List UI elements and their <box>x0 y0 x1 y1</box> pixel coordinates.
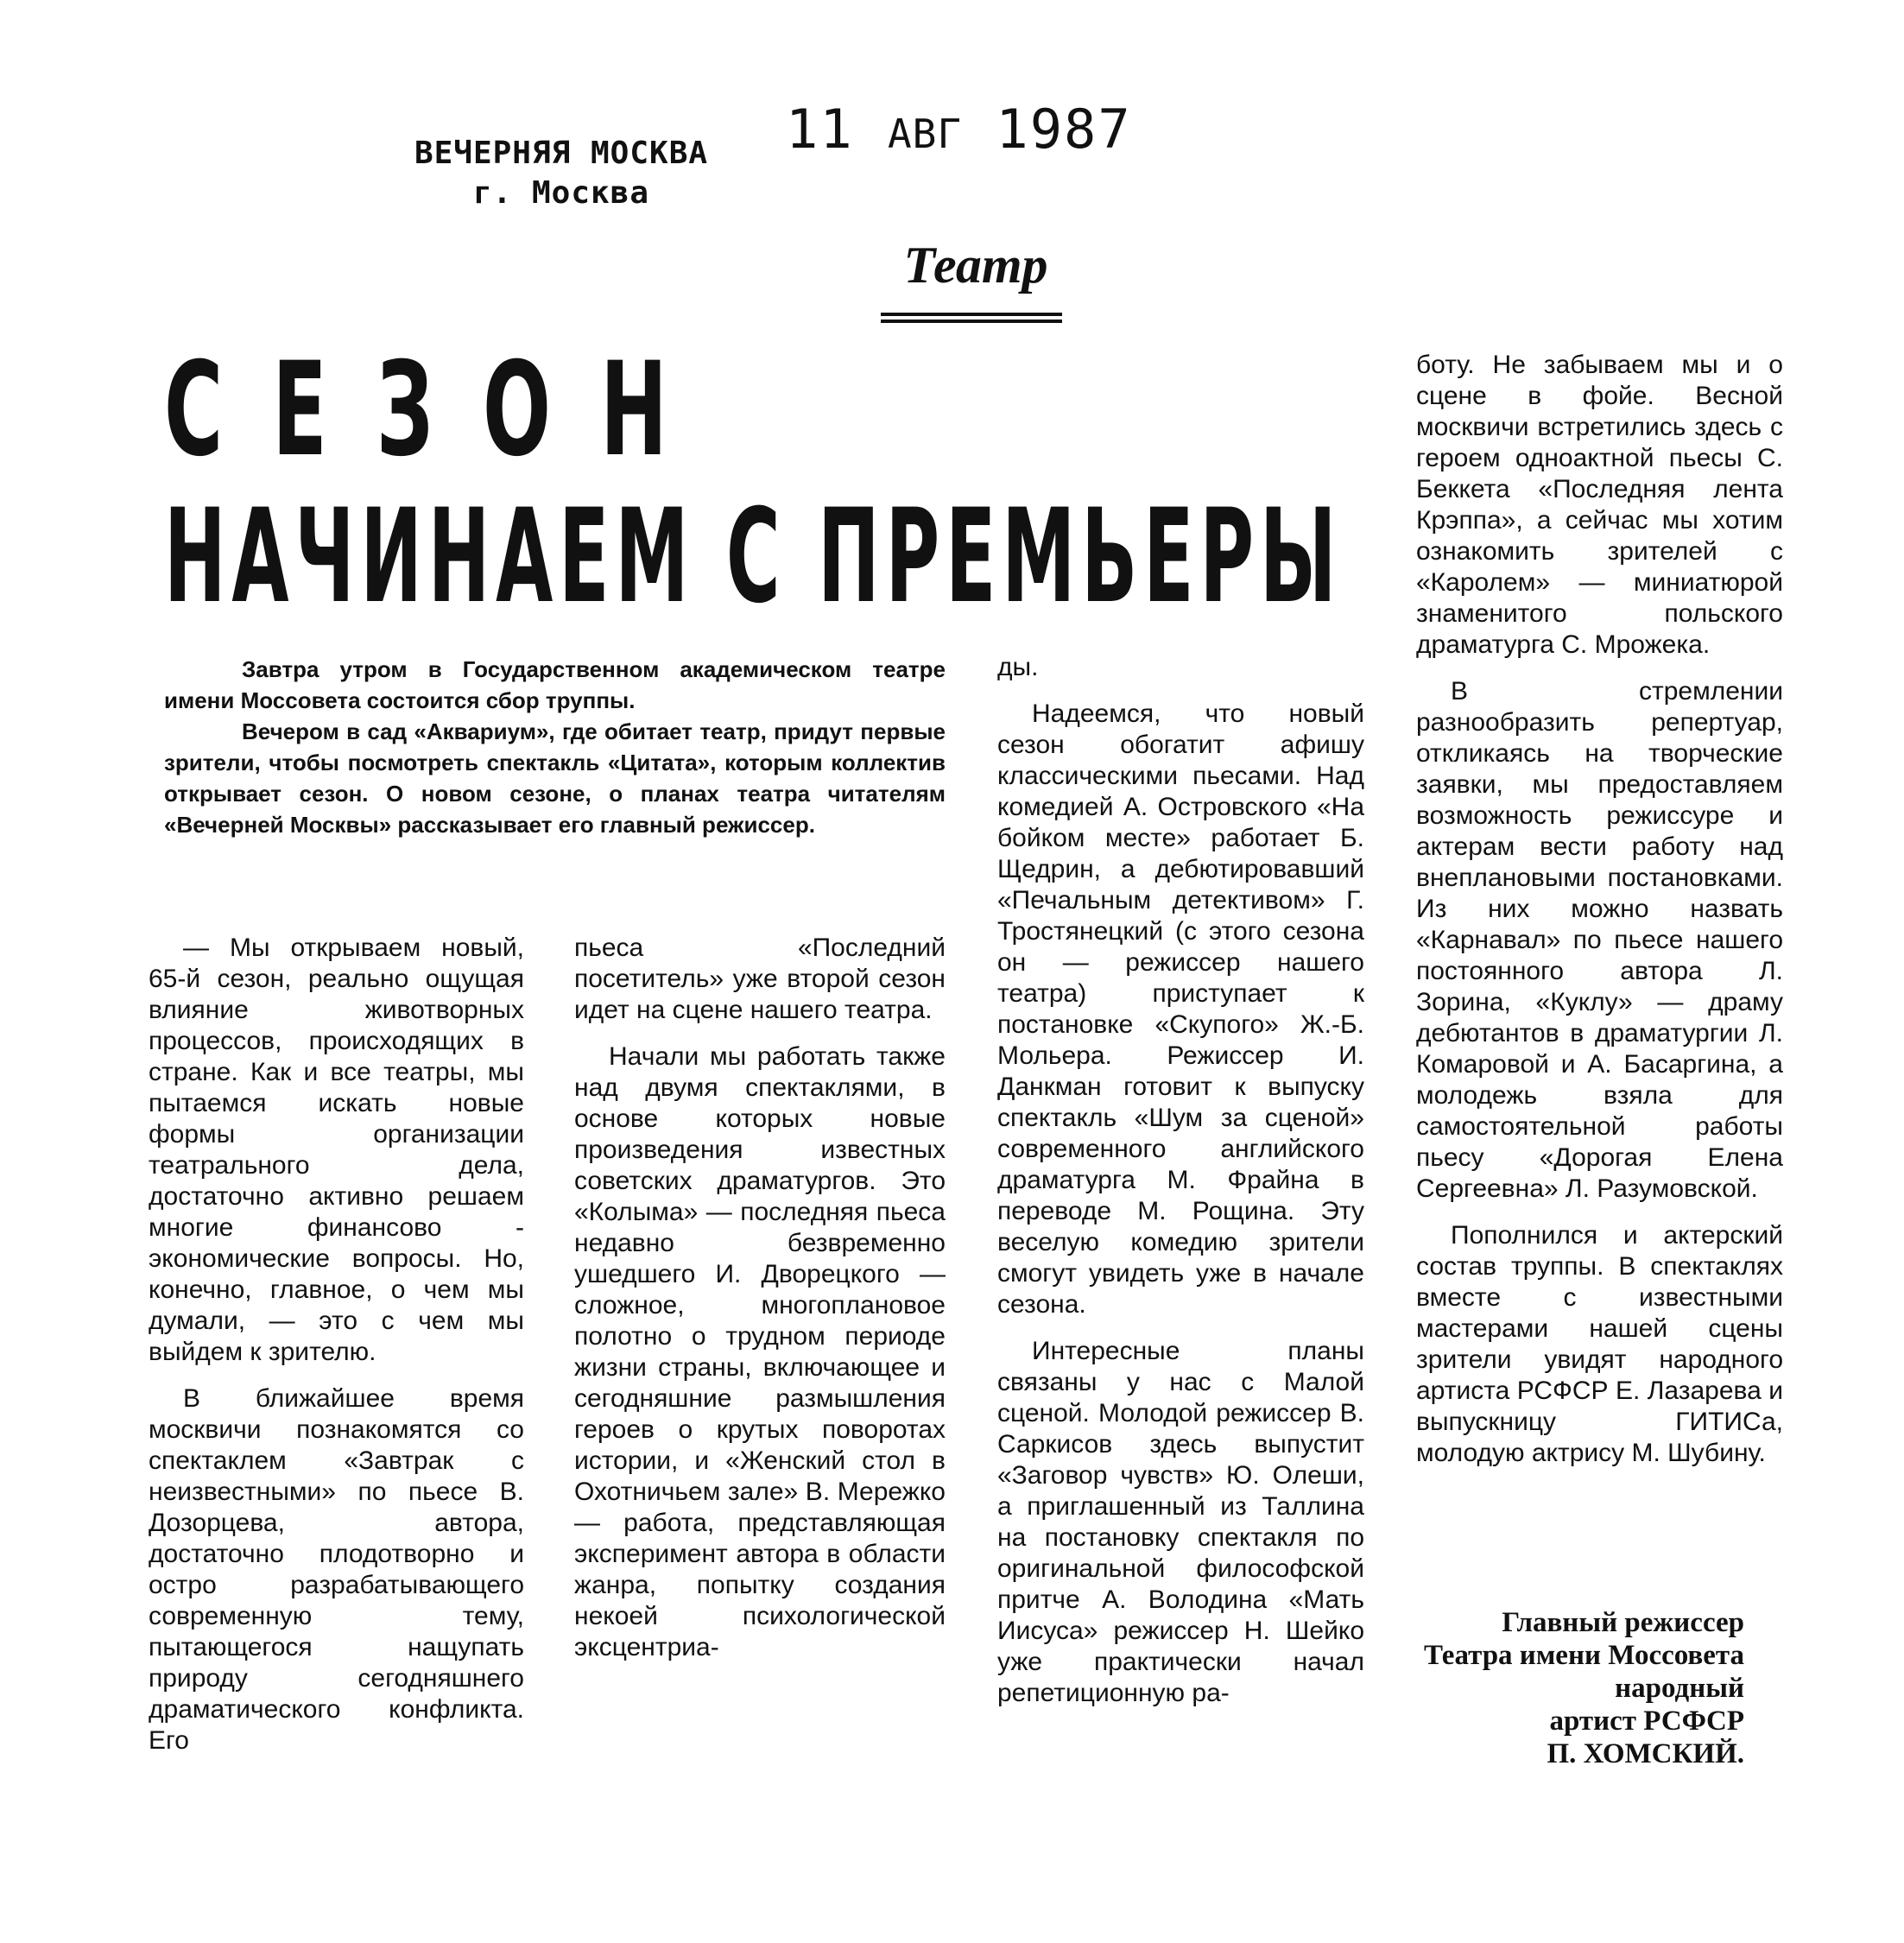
source-stamp <box>406 134 717 213</box>
column-1-paragraph-2: В ближайшее время москвичи познакомятся со спектаклем «Завтрак с неизвестными» по пьесе В. Дозорцева, автора, достаточно плодотворно и остро разрабатывающего современную тему, пытающегося нащупать природу сегодняшнего драматического конфликта. Его <box>149 1384 524 1755</box>
date-year: 1987 <box>996 98 1132 161</box>
column-1-paragraph-1: — Мы открываем новый, 65-й сезон, реально ощущая влияние животворных процессов, происходящих в стране. Как и все театры, мы пытаемся искать новые формы организации театрального дела, достаточно активно решаем многие финансово - экономические вопросы. Но, конечно, главное, о чем мы думали, — это с чем мы выйдем к зрителю. <box>149 934 524 1366</box>
column-2-paragraph-2: Начали мы работать также над двумя спектаклями, в основе которых новые произведения известных советских драматургов. Это «Колыма» — последняя пьеса недавно безвременно ушедшего И. Дворецкого — сложное, многоплановое полотно о трудном периоде жизни страны, включающее и сегодняшние размышления героев о крутых поворотах истории, и «Женский стол в Охотничьем зале» В. Мережко — работа, представляющая эксперимент автора в области жанра, попытку создания некоей психологической эксцентриа- <box>574 1042 946 1661</box>
signature-line-3: артист РСФСР <box>1549 1706 1744 1737</box>
column-4-paragraph-1: боту. Не забываем мы и о сцене в фойе. Весной москвичи встретились здесь с героем одноактной пьесы С. Беккета «Последняя лента Крэппа», а сейчас мы хотим ознакомить зрителей с «Каролем» — миниатюрой знаменитого польского драматурга С. Мрожека. <box>1416 351 1783 659</box>
date-day: 11 <box>786 98 854 161</box>
headline-line-1: СЕЗОН <box>164 335 717 485</box>
date-month: АВГ <box>887 111 963 157</box>
lead-paragraph-2: Вечером в сад «Аквариум», где обитает театр, придут первые зрители, чтобы посмотреть спектакль «Цитата», которым коллектив открывает сезон. О новом сезоне, о планах театра читателям «Вечерней Москвы» рассказывает его главный режиссер. <box>164 718 946 838</box>
column-3-paragraph-2: Надеемся, что новый сезон обогатит афишу классическими пьесами. Над комедией А. Островского «На бойком месте» работает Б. Щедрин, а дебютировавший «Печальным детективом» Г. Тростянецкий (с этого сезона он — режиссер нашего театра) приступает к постановке «Скупого» Ж.-Б. Мольера. Режиссер И. Данкман готовит к выпуску спектакль «Шум за сценой» современного английского драматурга М. Фрайна в переводе М. Рощина. Эту веселую комедию зрители смогут увидеть уже в начале сезона. <box>997 699 1364 1319</box>
rubric-underline-2 <box>881 320 1062 323</box>
column-4-paragraph-3: Пополнился и актерский состав труппы. В спектаклях вместе с известными мастерами нашей сцены зрители увидят народного артиста РСФСР Е. Лазарева и выпускницу ГИТИСа, молодую актрису М. Шубину. <box>1416 1221 1783 1467</box>
rubric: Театр <box>903 237 1048 294</box>
article-column-3 <box>997 652 1364 1725</box>
newspaper-name: ВЕЧЕРНЯЯ МОСКВА <box>414 136 709 171</box>
city-name: г. Москва <box>472 175 650 211</box>
signature-line-2: Театра имени Моссовета народный <box>1424 1640 1744 1704</box>
signature-line-4: П. ХОМСКИЙ. <box>1547 1738 1744 1769</box>
lead-paragraph-1: Завтра утром в Государственном академическом театре имени Моссовета состоится сбор труппы. <box>164 656 946 713</box>
column-2-paragraph-1: пьеса «Последний посетитель» уже второй сезон идет на сцене нашего театра. <box>574 934 946 1024</box>
article-column-4 <box>1416 350 1783 1484</box>
column-3-paragraph-1: ды. <box>997 653 1039 681</box>
date-stamp <box>786 95 1132 168</box>
headline-line-2: НАЧИНАЕМ С ПРЕМЬЕРЫ <box>164 482 1343 632</box>
column-3-paragraph-3: Интересные планы связаны у нас с Малой сценой. Молодой режиссер В. Саркисов здесь выпустит «Заговор чувств» Ю. Олеши, а приглашенный из Таллина на постановку спектакля по оригинальной философской притче А. Володина «Мать Иисуса» режиссер Н. Шейко уже практически начал репетиционную ра- <box>997 1337 1364 1707</box>
rubric-underline <box>881 313 1062 316</box>
signature-line-1: Главный режиссер <box>1502 1607 1744 1638</box>
article-column-2 <box>574 933 946 1679</box>
lead <box>164 654 946 840</box>
article-column-1 <box>149 933 524 1772</box>
column-4-paragraph-2: В стремлении разнообразить репертуар, откликаясь на творческие заявки, мы предоставляем возможность режиссуре и актерам вести работу над внеплановыми постановками. Из них можно назвать «Карнавал» по пьесе нашего постоянного автора Л. Зорина, «Куклу» — драму дебютантов в драматургии Л. Комаровой и А. Басаргина, а молодежь взяла для самостоятельной работы пьесу «Дорогая Елена Сергеевна» Л. Разумовской. <box>1416 677 1783 1203</box>
author-signature <box>1416 1606 1744 1770</box>
